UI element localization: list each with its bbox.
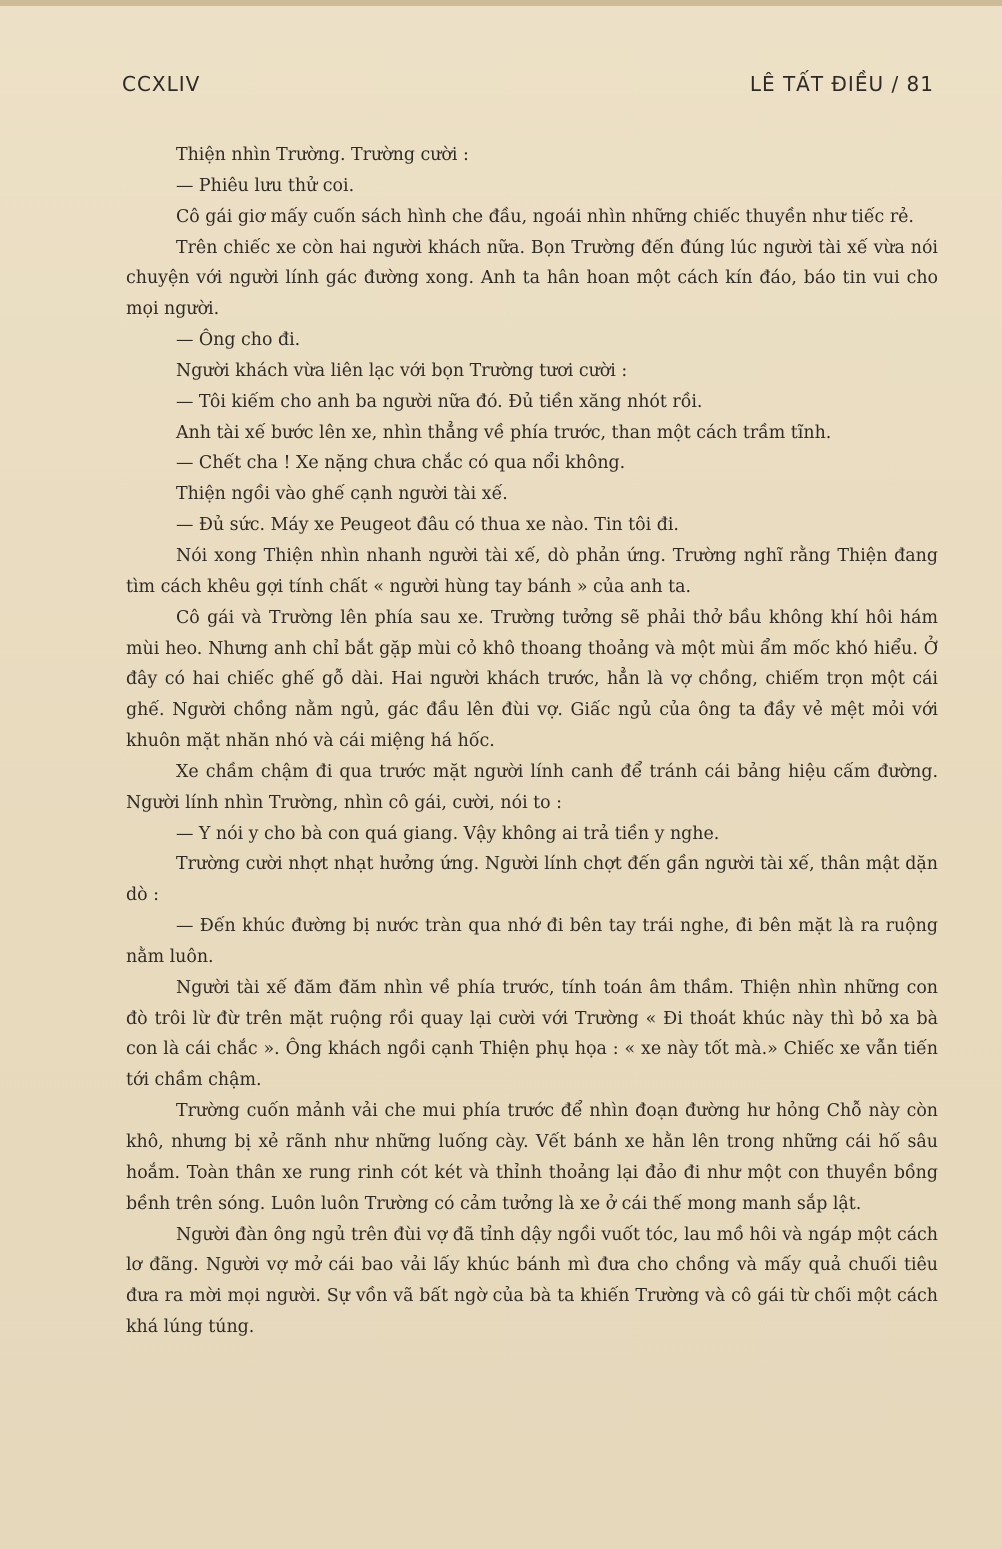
paragraph: — Tôi kiếm cho anh ba người nữa đó. Đủ tiền xăng nhót rồi. — [176, 391, 703, 412]
paragraph: Anh tài xế bước lên xe, nhìn thẳng về phía trước, than một cách trầm tĩnh. — [176, 422, 832, 443]
paragraph: — Y nói y cho bà con quá giang. Vậy không ai trả tiền y nghe. — [176, 823, 720, 844]
paragraph: — Chết cha ! Xe nặng chưa chắc có qua nổi không. — [176, 453, 626, 474]
paragraph: Thiện nhìn Trường. Trường cười : — [176, 145, 469, 165]
paragraph: Trường cuốn mảnh vải che mui phía trước để nhìn đoạn đường hư hỏng Chỗ này còn khô, nhưng bị xẻ rãnh như những luống cày. Vết bánh xe hằn lên trong những cái hố sâu hoắm. Toàn thân xe rung rinh cót két và thỉnh thoảng lại đảo đi như một con thuyền bồng bềnh trên sóng. Luôn luôn Trường có cảm tưởng là xe ở cái thế mong manh sắp lật. — [126, 1101, 938, 1214]
paragraph: Người đàn ông ngủ trên đùi vợ đã tỉnh dậy ngồi vuốt tóc, lau mồ hôi và ngáp một cách lơ đãng. Người vợ mở cái bao vải lấy khúc bánh mì đưa cho chồng và mấy quả chuối tiêu đưa ra mời mọi người. Sự vồn vã bất ngờ của bà ta khiến Trường và cô gái từ chối một cách khá lúng túng. — [126, 1224, 938, 1338]
paragraph: Cô gái giơ mấy cuốn sách hình che đầu, ngoái nhìn những chiếc thuyền như tiếc rẻ. — [176, 206, 914, 227]
body-text — [126, 140, 938, 1343]
paragraph: — Đủ sức. Máy xe Peugeot đâu có thua xe nào. Tin tôi đi. — [176, 515, 679, 536]
paragraph: Người tài xế đăm đăm nhìn về phía trước, tính toán âm thầm. Thiện nhìn những con đò trôi lừ đừ trên mặt ruộng rồi quay lại cười với Trường « Đi thoát khúc này thì bỏ xa bà con là cái chắc ». Ông khách ngồi cạnh Thiện phụ họa : « xe này tốt mà.» Chiếc xe vẫn tiến tới chầm chậm. — [126, 977, 938, 1091]
running-header — [122, 72, 934, 102]
author-and-page-number: LÊ TẤT ĐIỀU / 81 — [749, 72, 934, 96]
paragraph: Cô gái và Trường lên phía sau xe. Trường tưởng sẽ phải thở bầu không khí hôi hám mùi heo. Nhưng anh chỉ bắt gặp mùi cỏ khô thoang thoảng và một mùi ẩm mốc khó hiểu. Ở đây có hai chiếc ghế gỗ dài. Hai người khách trước, hẳn là vợ chồng, chiếm trọn một cái ghế. Người chồng nằm ngủ, gác đầu lên đùi vợ. Giấc ngủ của ông ta đầy vẻ mệt mỏi với khuôn mặt nhăn nhó và cái miệng há hốc. — [126, 607, 938, 752]
paragraph: Người khách vừa liên lạc với bọn Trường tươi cười : — [176, 360, 628, 381]
paragraph: Thiện ngồi vào ghế cạnh người tài xế. — [176, 484, 508, 505]
paragraph: Xe chầm chậm đi qua trước mặt người lính canh để tránh cái bảng hiệu cấm đường. Người lính nhìn Trường, nhìn cô gái, cười, nói to : — [126, 761, 938, 813]
page-top-edge — [0, 0, 1002, 6]
section-number: CCXLIV — [122, 72, 201, 96]
paragraph: — Phiêu lưu thử coi. — [176, 175, 355, 196]
paragraph: Trên chiếc xe còn hai người khách nữa. Bọn Trường đến đúng lúc người tài xế vừa nói chuyện với người lính gác đường xong. Anh ta hân hoan một cách kín đáo, báo tin vui cho mọi người. — [126, 237, 938, 320]
paragraph: Nói xong Thiện nhìn nhanh người tài xế, dò phản ứng. Trường nghĩ rằng Thiện đang tìm cách khêu gợi tính chất « người hùng tay bánh » của anh ta. — [126, 545, 938, 597]
paragraph: Trường cười nhợt nhạt hưởng ứng. Người lính chợt đến gần người tài xế, thân mật dặn dò : — [126, 854, 938, 906]
paragraph: — Đến khúc đường bị nước tràn qua nhớ đi bên tay trái nghe, đi bên mặt là ra ruộng nằm luôn. — [126, 916, 938, 967]
paragraph: — Ông cho đi. — [176, 330, 301, 351]
